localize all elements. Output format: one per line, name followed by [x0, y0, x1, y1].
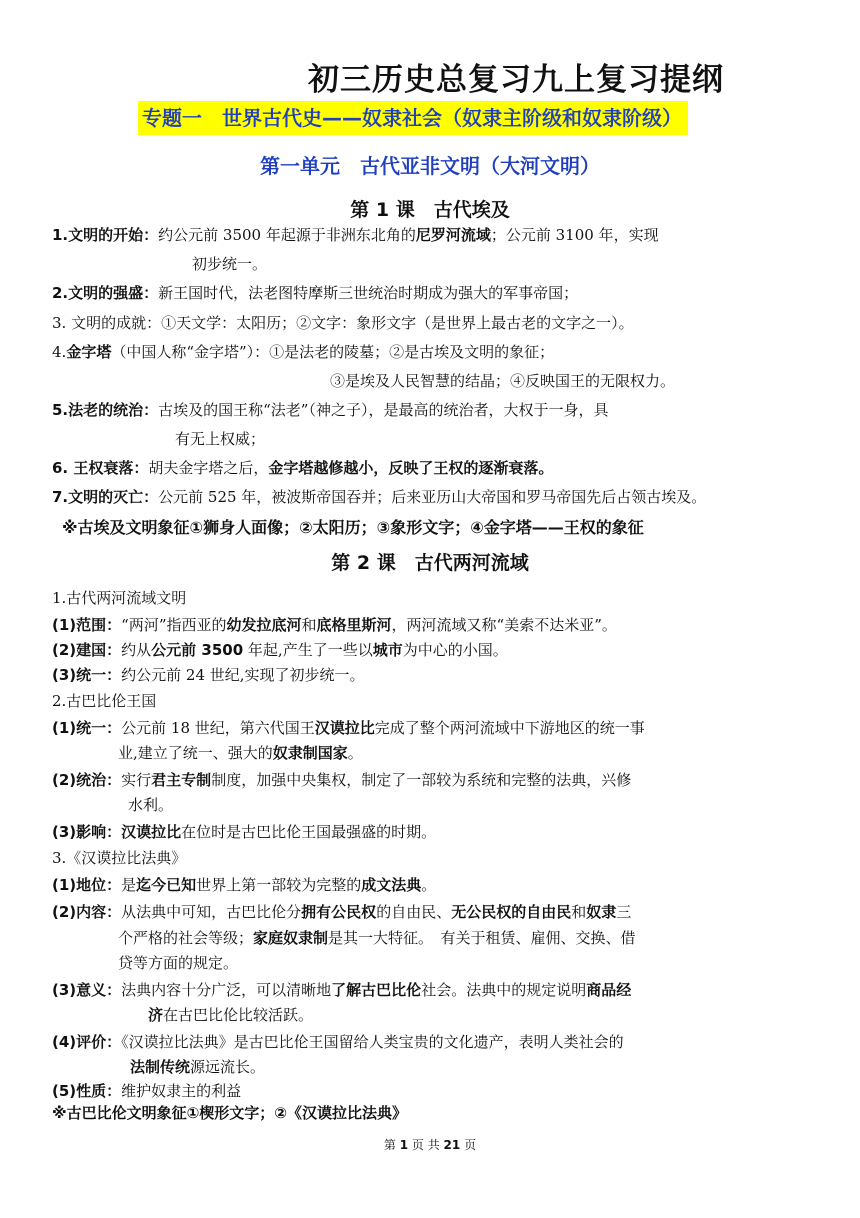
topic-heading: 专题一 世界古代史——奴隶社会（奴隶主阶级和奴隶阶级） — [138, 101, 688, 135]
lesson-1-item-7: 7.文明的灭亡：公元前 525 年，被波斯帝国吞并；后来亚历山大帝国和罗马帝国先后占领古埃及。 — [52, 488, 707, 506]
page-footer: 第 1 页 共 21 页 — [383, 1138, 477, 1152]
lesson-2-symbols-note: ※古巴比伦文明象征①楔形文字；②《汉谟拉比法典》 — [52, 1104, 407, 1122]
page-title: 初三历史总复习九上复习提纲 — [308, 62, 724, 98]
lesson-1-heading: 第 1 课 古代埃及 — [350, 199, 510, 221]
lesson-2-item-1-3: (3)统一：约公元前 24 世纪,实现了初步统一。 — [52, 666, 365, 684]
lesson-2-section-2: 2.古巴比伦王国 — [52, 692, 157, 710]
lesson-2-item-2-1-cont: 业,建立了统一、强大的奴隶制国家。 — [118, 744, 363, 762]
lesson-2-item-2-2: (2)统治：实行君主专制制度，加强中央集权，制定了一部较为系统和完整的法典，兴修 — [52, 771, 632, 789]
lesson-1-item-5-cont: 有无上权威； — [175, 430, 266, 448]
lesson-1-item-4: 4.金字塔（中国人称“金字塔”）：①是法老的陵墓；②是古埃及文明的象征； — [52, 343, 555, 361]
lesson-2-item-3-2-cont-2: 贷等方面的规定。 — [118, 954, 239, 972]
lesson-2-item-3-5: (5)性质：维护奴隶主的利益 — [52, 1082, 242, 1100]
lesson-2-item-2-3: (3)影响：汉谟拉比在位时是古巴比伦王国最强盛的时期。 — [52, 823, 437, 841]
lesson-1-item-1: 1.文明的开始：约公元前 3500 年起源于非洲东北角的尼罗河流域；公元前 3100 年，实现 — [52, 226, 659, 244]
lesson-2-section-3: 3.《汉谟拉比法典》 — [52, 849, 187, 867]
lesson-2-item-3-3: (3)意义：法典内容十分广泛，可以清晰地了解古巴比伦社会。法典中的规定说明商品经 — [52, 981, 632, 999]
lesson-2-item-1-1: (1)范围：“两河”指西亚的幼发拉底河和底格里斯河，两河流域又称“美索不达米亚”。 — [52, 616, 617, 634]
page-total: 21 — [443, 1138, 461, 1152]
lesson-2-item-3-1: (1)地位：是迄今已知世界上第一部较为完整的成文法典。 — [52, 876, 437, 894]
lesson-1-item-4-cont: ③是埃及人民智慧的结晶；④反映国王的无限权力。 — [330, 372, 676, 390]
lesson-2-item-3-2-cont-1: 个严格的社会等级；家庭奴隶制是其一大特征。 有关于租赁、雇佣、交换、借 — [118, 929, 636, 947]
lesson-2-item-3-4: (4)评价：《汉谟拉比法典》是古巴比伦王国留给人类宝贵的文化遗产，表明人类社会的 — [52, 1033, 624, 1051]
lesson-1-item-6: 6. 王权衰落：胡夫金字塔之后，金字塔越修越小，反映了王权的逐渐衰落。 — [52, 459, 554, 477]
lesson-1-item-2: 2.文明的强盛：新王国时代，法老图特摩斯三世统治时期成为强大的军事帝国； — [52, 284, 579, 302]
lesson-2-section-1: 1.古代两河流域文明 — [52, 589, 187, 607]
lesson-1-item-3: 3. 文明的成就：①天文学：太阳历；②文字：象形文字（是世界上最古老的文字之一）。 — [52, 314, 634, 332]
lesson-2-item-2-2-cont: 水利。 — [128, 796, 174, 814]
lesson-2-item-3-4-cont: 法制传统源远流长。 — [130, 1058, 266, 1076]
lesson-2-item-2-1: (1)统一：公元前 18 世纪，第六代国王汉谟拉比完成了整个两河流域中下游地区的统一事 — [52, 719, 645, 737]
lesson-2-item-3-2: (2)内容：从法典中可知，古巴比伦分拥有公民权的自由民、无公民权的自由民和奴隶三 — [52, 903, 632, 921]
unit-heading: 第一单元 古代亚非文明（大河文明） — [260, 154, 600, 178]
lesson-1-symbols-note: ※古埃及文明象征①狮身人面像；②太阳历；③象形文字；④金字塔——王权的象征 — [62, 518, 644, 537]
lesson-1-item-5: 5.法老的统治：古埃及的国王称“法老”（神之子），是最高的统治者，大权于一身，具 — [52, 401, 609, 419]
lesson-2-heading: 第 2 课 古代两河流域 — [331, 552, 529, 574]
lesson-2-item-1-2: (2)建国：约从公元前 3500 年起,产生了一些以城市为中心的小国。 — [52, 641, 508, 659]
lesson-1-item-1-cont: 初步统一。 — [192, 255, 268, 273]
page-number: 1 — [399, 1138, 409, 1152]
lesson-2-item-3-3-cont: 济在古巴比伦比较活跃。 — [148, 1006, 314, 1024]
